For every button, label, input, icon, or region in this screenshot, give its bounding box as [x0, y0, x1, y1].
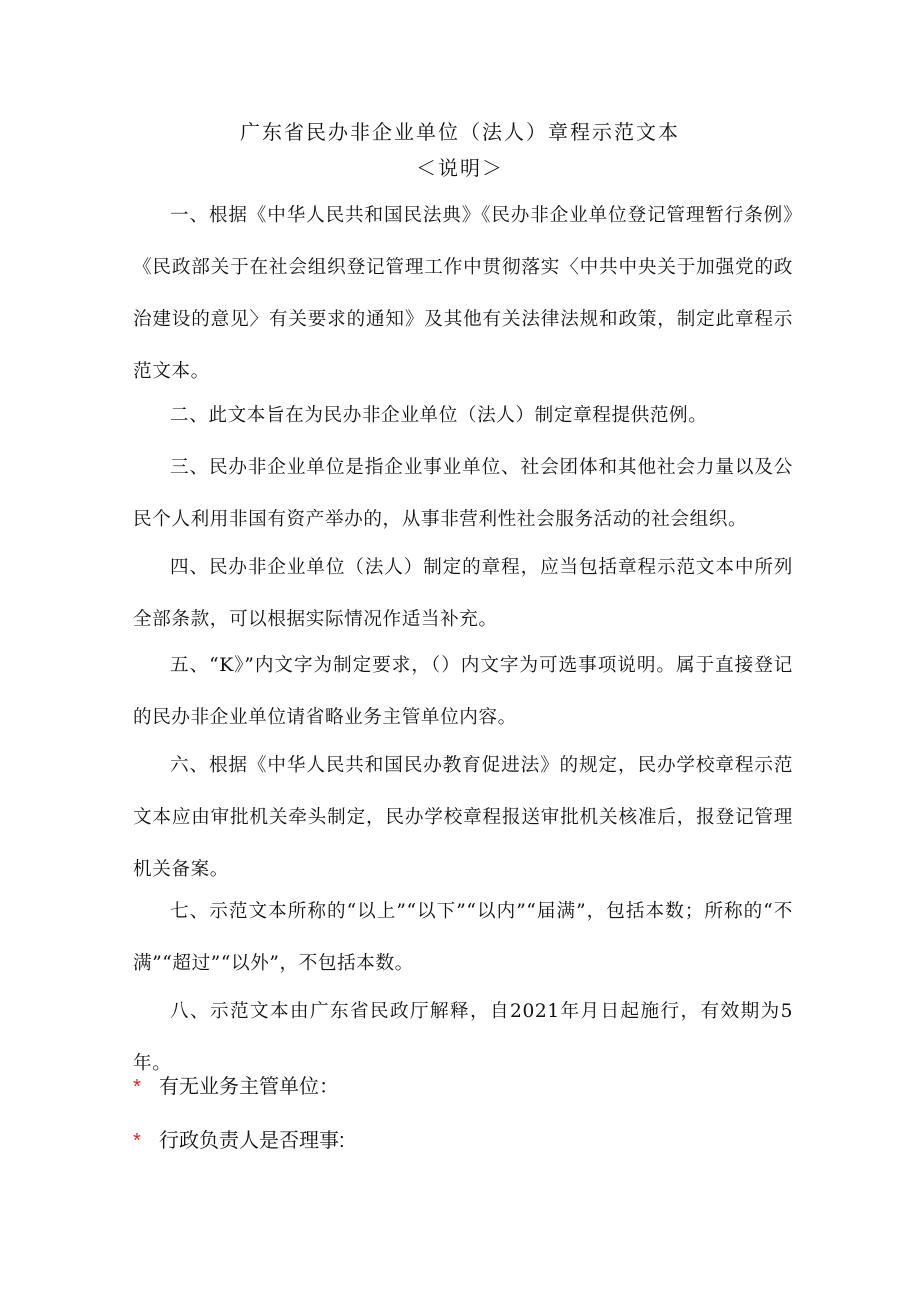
paragraph-1: 一、根据《中华人民共和国民法典》《民办非企业单位登记管理暂行条例》《民政部关于在社会组织登记管理工作中贯彻落实〈中共中央关于加强党的政治建设的意见〉有关要求的通知》及其他有关法律法规和政策，制定此章程示范文本。	[133, 205, 793, 382]
paragraph-2: 二、此文本旨在为民办非企业单位（法人）制定章程提供范例。	[170, 405, 708, 426]
paragraph-7: 七、示范文本所称的“以上”“以下”“以内”“届满”，包括本数；所称的“不满”“超过”“以外”，不包括本数。	[133, 901, 793, 974]
paragraph-8: 八、示范文本由广东省民政厅解释，自2021年月日起施行，有效期为5年。	[133, 1001, 793, 1074]
field-executive-is-director[interactable]	[133, 1127, 345, 1155]
document-subtitle: ＜说明＞	[416, 156, 504, 180]
paragraph-4: 四、民办非企业单位（法人）制定的章程，应当包括章程示范文本中所列全部条款，可以根据实际情况作适当补充。	[133, 557, 793, 630]
paragraph-6: 六、根据《中华人民共和国民办教育促进法》的规定，民办学校章程示范文本应由审批机关牵头制定，民办学校章程报送审批机关核准后，报登记管理机关备案。	[133, 755, 793, 880]
field-label-executive-is-director: 行政负责人是否理事:	[159, 1130, 345, 1152]
document-title: 广东省民办非企业单位（法人）章程示范文本	[240, 120, 680, 144]
required-marker: *	[133, 1076, 141, 1098]
required-marker: *	[133, 1130, 141, 1152]
paragraph-5: 五、“K》”内文字为制定要求，（）内文字为可选事项说明。属于直接登记的民办非企业单位请省略业务主管单位内容。	[133, 655, 793, 728]
field-label-has-supervisor: 有无业务主管单位：	[159, 1076, 339, 1098]
field-has-supervisor[interactable]	[133, 1073, 339, 1101]
paragraph-3: 三、民办非企业单位是指企业事业单位、社会团体和其他社会力量以及公民个人利用非国有资产举办的，从事非营利性社会服务活动的社会组织。	[133, 457, 793, 530]
